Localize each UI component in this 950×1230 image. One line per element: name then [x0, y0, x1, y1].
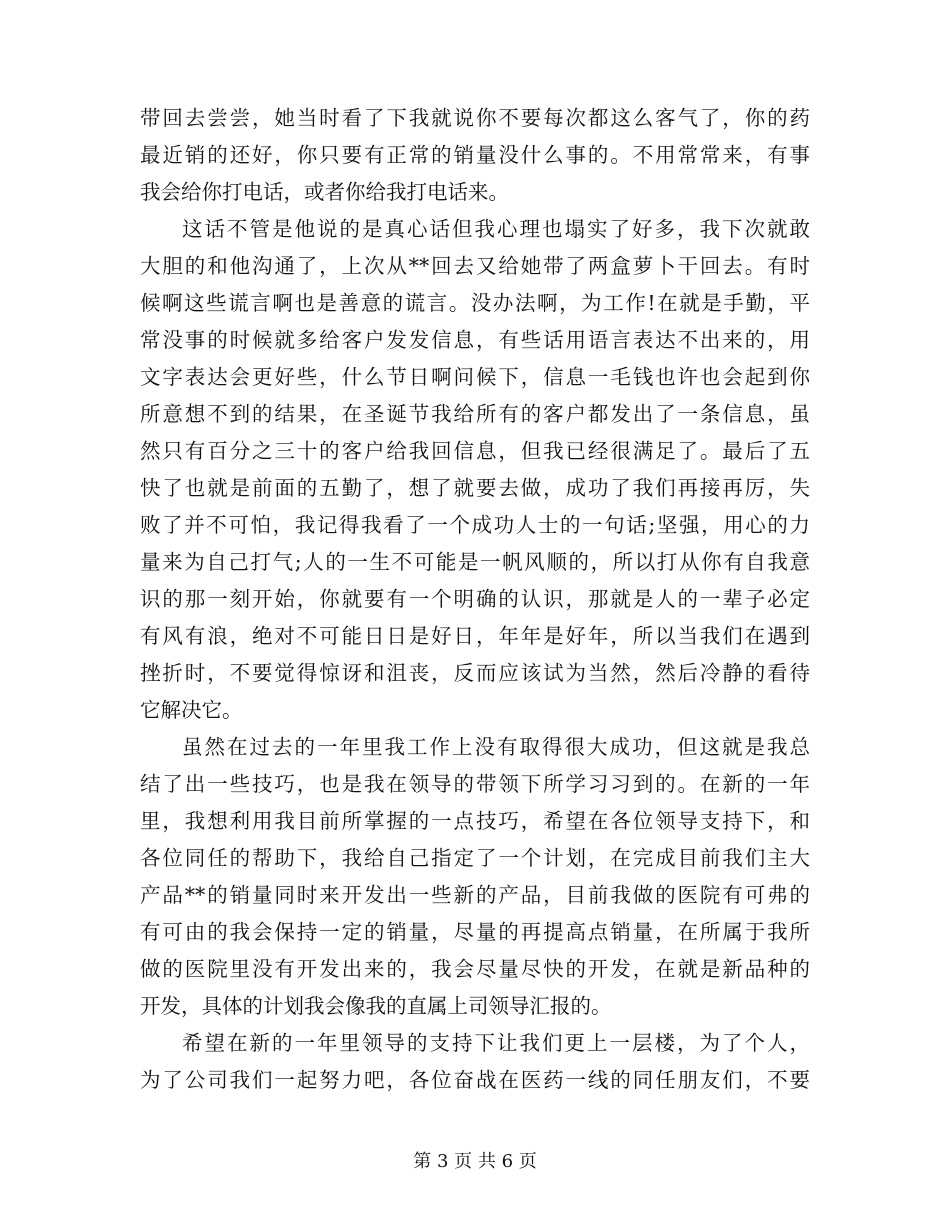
text-line: 量来为自己打气;人的一生不可能是一帆风顺的，所以打从你有自我意 [140, 550, 810, 574]
text-line: 大胆的和他沟通了，上次从**回去又给她带了两盒萝卜干回去。有时 [140, 254, 810, 278]
text-line: 最近销的还好，你只要有正常的销量没什么事的。不用常常来，有事 [140, 143, 810, 167]
text-line: 所意想不到的结果，在圣诞节我给所有的客户都发出了一条信息，虽 [140, 402, 810, 426]
text-line: 常没事的时候就多给客户发发信息，有些话用语言表达不出来的，用 [140, 328, 810, 352]
text-line: 各位同任的帮助下，我给自己指定了一个计划，在完成目前我们主大 [140, 846, 810, 870]
text-line: 我会给你打电话，或者你给我打电话来。 [140, 180, 509, 204]
text-line: 然只有百分之三十的客户给我回信息，但我已经很满足了。最后了五 [140, 439, 810, 463]
text-line: 它解决它。 [140, 698, 243, 722]
text-line: 带回去尝尝，她当时看了下我就说你不要每次都这么客气了，你的药 [140, 106, 810, 130]
text-line: 快了也就是前面的五勤了，想了就要去做，成功了我们再接再厉，失 [140, 476, 810, 500]
text-line: 产品**的销量同时来开发出一些新的产品，目前我做的医院有可弗的 [140, 883, 810, 907]
text-line: 文字表达会更好些，什么节日啊问候下，信息一毛钱也许也会起到你 [140, 365, 810, 389]
text-line: 结了出一些技巧，也是我在领导的带领下所学习习到的。在新的一年 [140, 772, 810, 796]
text-line: 里，我想利用我目前所掌握的一点技巧，希望在各位领导支持下，和 [140, 809, 810, 833]
text-line: 希望在新的一年里领导的支持下让我们更上一层楼，为了个人， [182, 1031, 810, 1055]
text-line: 这话不管是他说的是真心话但我心理也塌实了好多，我下次就敢 [182, 217, 810, 241]
text-line: 识的那一刻开始，你就要有一个明确的认识，那就是人的一辈子必定 [140, 587, 810, 611]
text-line: 虽然在过去的一年里我工作上没有取得很大成功，但这就是我总 [182, 735, 810, 759]
text-line: 做的医院里没有开发出来的，我会尽量尽快的开发，在就是新品种的 [140, 957, 810, 981]
page-footer [0, 1150, 950, 1174]
page-number-label: 第 3 页 共 6 页 [413, 1151, 537, 1172]
text-line: 开发，具体的计划我会像我的直属上司领导汇报的。 [140, 994, 612, 1018]
document-body [140, 100, 810, 1099]
text-line: 有可由的我会保持一定的销量，尽量的再提高点销量，在所属于我所 [140, 920, 810, 944]
text-line: 候啊这些谎言啊也是善意的谎言。没办法啊，为工作!在就是手勤，平 [140, 291, 810, 315]
text-line: 挫折时，不要觉得惊讶和沮丧，反而应该试为当然，然后冷静的看待 [140, 661, 810, 685]
text-line: 为了公司我们一起努力吧，各位奋战在医药一线的同任朋友们，不要 [140, 1068, 810, 1092]
text-line: 败了并不可怕，我记得我看了一个成功人士的一句话;坚强，用心的力 [140, 513, 810, 537]
text-line: 有风有浪，绝对不可能日日是好日，年年是好年，所以当我们在遇到 [140, 624, 810, 648]
